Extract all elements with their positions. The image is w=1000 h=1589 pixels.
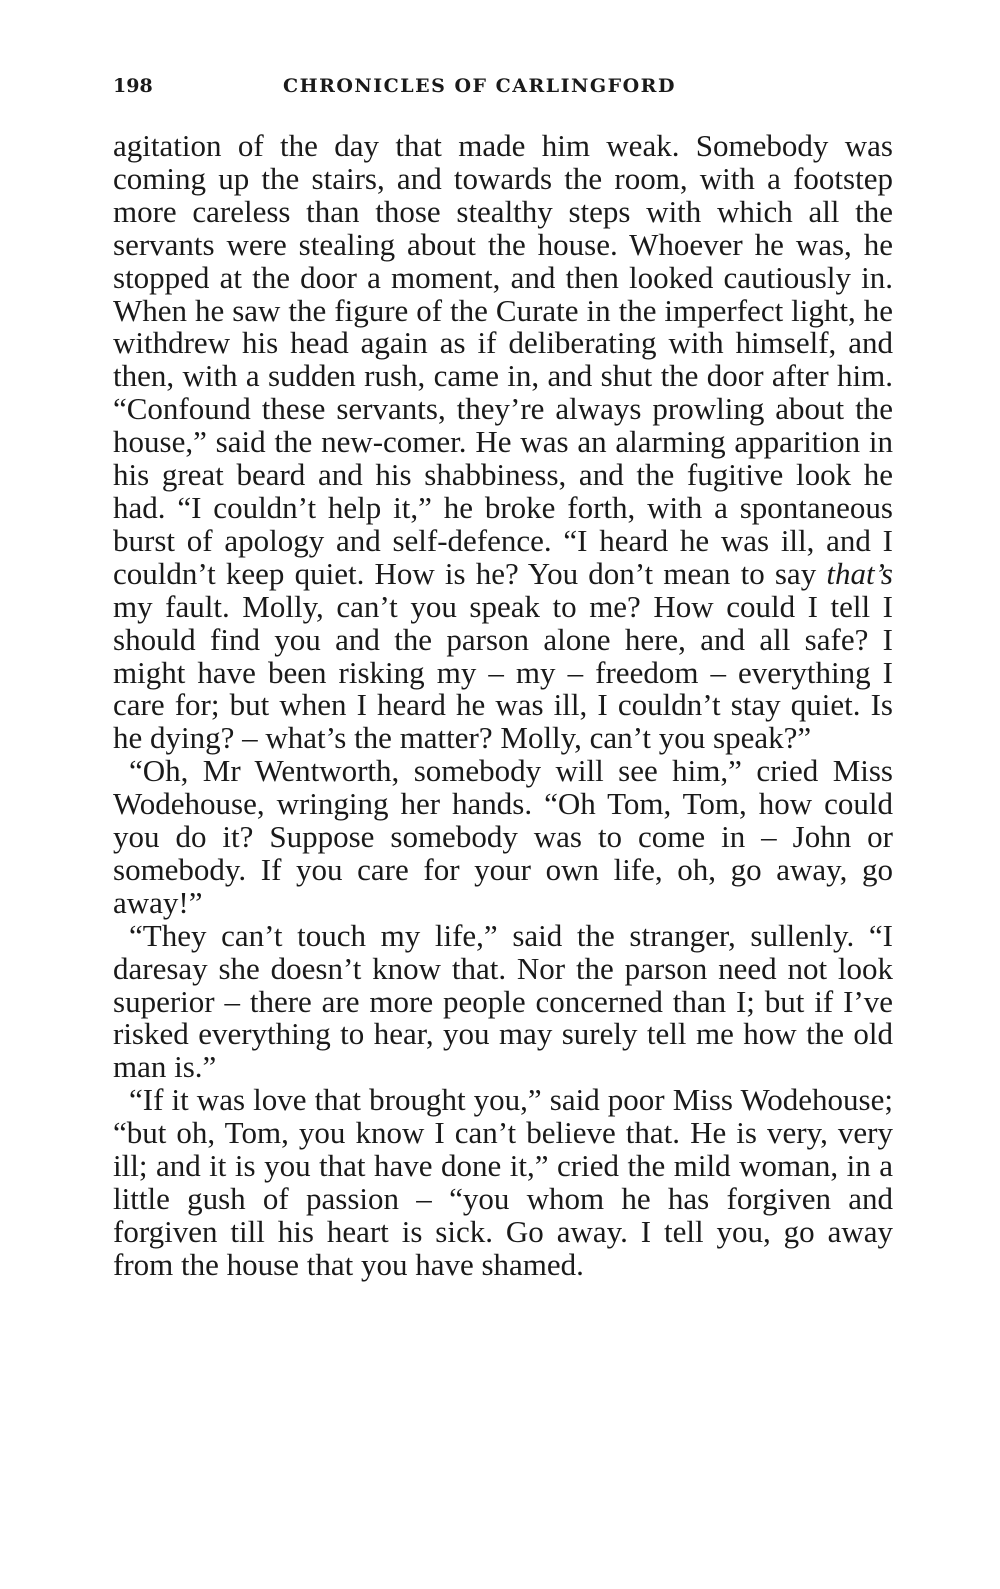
page-number: 198 — [113, 75, 153, 97]
paragraph-text: agitation of the day that made him weak. Somebody was coming up the stairs, and towards the room, with a footstep more careless than those stealthy steps with which all the servants were stealing about the house. Whoever he was, he stopped at the door a moment, and then looked cautiously in. When he saw the figure of the Curate in the imperfect light, he withdrew his head again as if deliberating with himself, and then, with a sudden rush, came in, and shut the door after him. “Confound these servants, they’re always prowling about the house,” said the new-comer. He was an alarming apparition in his great beard and his shabbiness, and the fugitive look he had. “I couldn’t help it,” he broke forth, with a spontaneous burst of apology and self-defence. “I heard he was ill, and I couldn’t keep quiet. How is he? You don’t mean to say — [113, 128, 893, 591]
body-text — [113, 130, 893, 1282]
paragraph-text: my fault. Molly, can’t you speak to me? How could I tell I should find you and the parson alone here, and all safe? I might have been risking my – my – freedom – everything I care for; but when I heard he was ill, I couldn’t stay quiet. Is he dying? – what’s the matter? Molly, can’t you speak?” — [113, 588, 893, 756]
paragraph: “If it was love that brought you,” said poor Miss Wodehouse; “but oh, Tom, you know I can’t believe that. He is very, very ill; and it is you that have done it,” cried the mild woman, in a little gush of passion – “you whom he has forgiven and forgiven till his heart is sick. Go away. I tell you, go away from the house that you have shamed. — [113, 1082, 893, 1282]
italic-text: that’s — [826, 555, 893, 591]
paragraph: “They can’t touch my life,” said the stranger, sullenly. “I daresay she doesn’t know that. Nor the parson need not look superior – there are more people concerned than I; but if I’ve risked everything to hear, you may surely tell me how the old man is.” — [113, 917, 893, 1085]
running-title: CHRONICLES OF CARLINGFORD — [283, 75, 676, 97]
paragraph: “Oh, Mr Wentworth, somebody will see him,” cried Miss Wodehouse, wringing her hands. “Oh Tom, Tom, how could you do it? Suppose somebody was to come in – John or somebody. If you care for your own life, oh, go away, go away!” — [113, 753, 893, 920]
page-header — [113, 72, 893, 104]
paragraph — [113, 130, 893, 755]
